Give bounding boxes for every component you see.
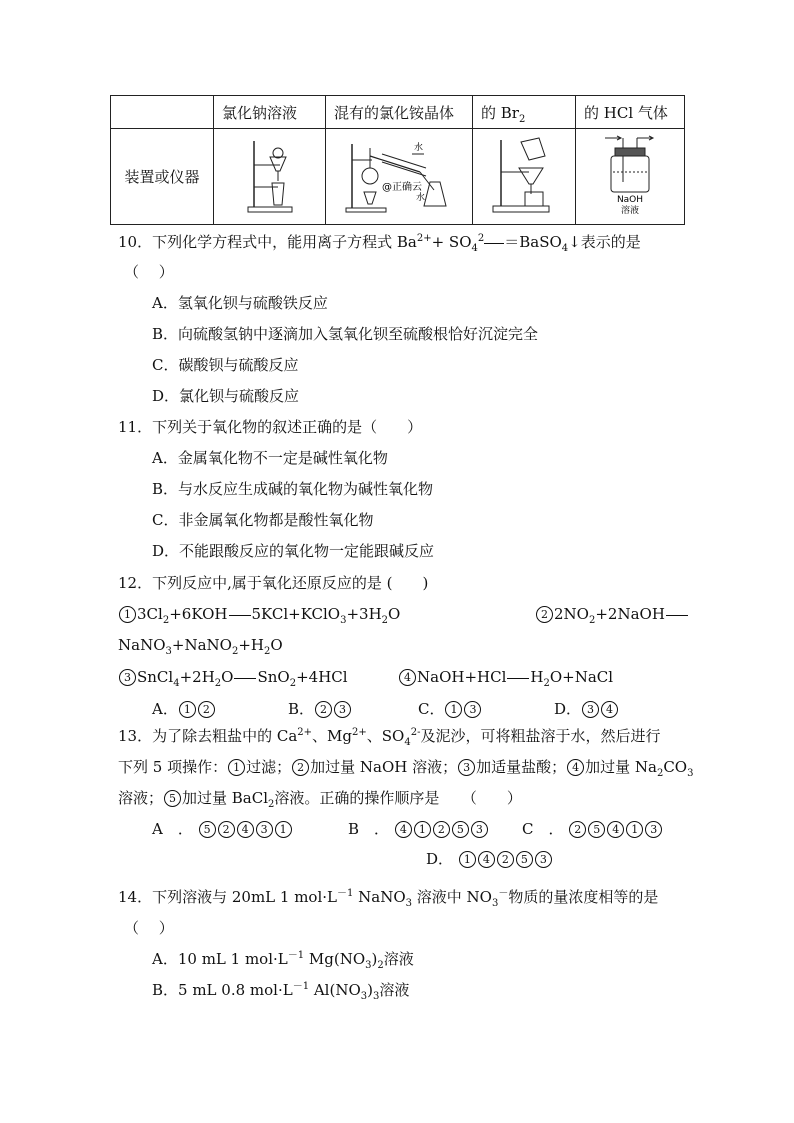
q13-text: CO bbox=[663, 758, 688, 776]
naoh-label: NaOH bbox=[616, 194, 644, 205]
q13-sup: 2+ bbox=[297, 727, 313, 738]
table-header-cell bbox=[111, 96, 214, 129]
formula-part: +6KOH bbox=[169, 605, 228, 623]
q10-option-b: B．向硫酸氢钠中逐滴加入氢氧化钡至硫酸根恰好沉淀完全 bbox=[152, 325, 539, 343]
q13-option-b: B ． 4 1 2 5 3 bbox=[348, 819, 489, 839]
q10-text: ↓表示的是 bbox=[568, 233, 641, 251]
q14-sub: 3 bbox=[405, 898, 413, 909]
q13-sub: 2 bbox=[268, 799, 275, 810]
equals-bar bbox=[229, 615, 251, 616]
formula-sub: 2 bbox=[381, 615, 389, 626]
q14-sup: －1 bbox=[337, 888, 354, 899]
q10-text: ＝BaSO bbox=[504, 233, 562, 251]
formula-sub: 3 bbox=[165, 646, 172, 657]
row-label: 装置或仪器 bbox=[111, 129, 214, 225]
formula-part: SnO bbox=[257, 668, 290, 686]
q10-option-c: C．碳酸钡与硫酸反应 bbox=[152, 356, 299, 374]
equals-bar bbox=[507, 678, 529, 679]
watermark-label: @正确云 bbox=[381, 181, 422, 193]
q10-sub: 4 bbox=[561, 243, 569, 254]
option-letter: D． bbox=[554, 700, 582, 718]
q13-stem-line1 bbox=[118, 726, 660, 746]
formula-part: NaOH+HCl bbox=[417, 668, 507, 686]
q12-stem: 12．下列反应中,属于氧化还原反应的是 ( ) bbox=[118, 574, 429, 592]
q13-sup: 2- bbox=[410, 727, 421, 738]
formula-sub: 2 bbox=[588, 615, 596, 626]
q13-text: 加适量盐酸； bbox=[476, 758, 567, 776]
sublimation-apparatus-figure bbox=[326, 129, 473, 225]
q14-text: 物质的量浓度相等的是 bbox=[508, 888, 659, 906]
formula-sub: 2 bbox=[231, 646, 239, 657]
q10-option-a: A．氢氧化钡与硫酸铁反应 bbox=[152, 294, 328, 312]
option-letter: A ． bbox=[152, 820, 193, 838]
q13-text: 13．为了除去粗盐中的 Ca bbox=[118, 727, 298, 745]
formula-part: O bbox=[388, 605, 401, 623]
q13-sub: 2 bbox=[656, 768, 664, 779]
distillation-apparatus-icon bbox=[342, 134, 457, 216]
q13-text: 溶液。正确的操作顺序是 （ ） bbox=[274, 789, 522, 807]
q14-text: 溶液 bbox=[383, 950, 414, 968]
q12-option-a: A． 1 2 bbox=[152, 699, 216, 719]
q10-option-d: D．氯化钡与硫酸反应 bbox=[152, 387, 300, 405]
formula-part: NaNO bbox=[118, 636, 166, 654]
q10-paren: （ ） bbox=[124, 263, 174, 281]
circle-1: 1 bbox=[119, 606, 136, 623]
formula-sub: 2 bbox=[263, 646, 271, 657]
br-subscript: 2 bbox=[518, 113, 526, 125]
solution-label: 溶液 bbox=[620, 205, 640, 216]
q12-reaction-2 bbox=[535, 604, 689, 624]
q11-stem: 11．下列关于氧化物的叙述正确的是（ ） bbox=[118, 418, 423, 436]
q11-option-c: C．非金属氧化物都是酸性氧化物 bbox=[152, 511, 374, 529]
q14-sub: 3 bbox=[360, 991, 368, 1002]
option-letter: C． bbox=[418, 700, 445, 718]
formula-part: 3Cl bbox=[137, 605, 163, 623]
q13-option-d: D． 1 4 2 5 3 bbox=[426, 849, 553, 869]
q12-reaction-4 bbox=[398, 667, 613, 687]
br-label: 的 Br bbox=[481, 103, 519, 122]
q13-text: 过滤； bbox=[246, 758, 292, 776]
q14-text: A．10 mL 1 mol·L bbox=[152, 950, 288, 968]
q14-sup: －1 bbox=[292, 981, 310, 992]
formula-part: +2H bbox=[179, 668, 215, 686]
q10-sup: 2 bbox=[477, 233, 485, 244]
q13-text: 、SO bbox=[366, 727, 405, 745]
q13-text: 、Mg bbox=[312, 727, 352, 745]
q13-text: 下列 5 项操作： bbox=[118, 758, 228, 776]
q14-sub: 2 bbox=[377, 960, 384, 971]
formula-part: +3H bbox=[346, 605, 382, 623]
q13-sub: 3 bbox=[687, 768, 694, 779]
option-letter: B． bbox=[288, 700, 315, 718]
option-letter: B ． bbox=[348, 820, 390, 838]
q13-text: 加过量 NaOH 溶液； bbox=[310, 758, 458, 776]
formula-part: 2NO bbox=[554, 605, 589, 623]
q14-text: ) bbox=[367, 981, 373, 999]
gas-washing-bottle-figure bbox=[576, 129, 685, 225]
table-header-row bbox=[111, 96, 685, 129]
formula-sub: 2 bbox=[214, 678, 222, 689]
circle-4: 4 bbox=[399, 669, 416, 686]
q14-text: Mg(NO bbox=[304, 950, 366, 968]
q13-text: 及泥沙，可将粗盐溶于水，然后进行 bbox=[420, 727, 661, 745]
option-letter: A． bbox=[152, 700, 178, 718]
q12-reaction-1 bbox=[118, 604, 400, 624]
formula-part: +4HCl bbox=[296, 668, 348, 686]
minus-mark bbox=[484, 243, 504, 244]
q14-text: Al(NO bbox=[309, 981, 361, 999]
funnel-apparatus-icon bbox=[489, 134, 559, 216]
q13-option-a: A ． 5 2 4 3 1 bbox=[152, 819, 293, 839]
gas-bottle-icon bbox=[595, 132, 665, 218]
table-header-cell: 的 HCl 气体 bbox=[576, 96, 685, 129]
q14-text: 溶液中 NO bbox=[412, 888, 492, 906]
q10-sub: 4 bbox=[471, 243, 478, 254]
table-header-cell bbox=[473, 96, 576, 129]
option-letter: C ． bbox=[522, 820, 564, 838]
table-body-row bbox=[111, 129, 685, 225]
q12-option-d: D． 3 4 bbox=[554, 699, 619, 719]
q14-text: ) bbox=[371, 950, 378, 968]
q13-sub: 4 bbox=[404, 737, 411, 748]
equals-bar bbox=[666, 615, 688, 616]
q12-option-b: B． 2 3 bbox=[288, 699, 352, 719]
table-header-cell: 氯化钠溶液 bbox=[214, 96, 326, 129]
apparatus-table bbox=[110, 95, 685, 225]
q14-text: B．5 mL 0.8 mol·L bbox=[152, 981, 293, 999]
q14-sup: －1 bbox=[287, 950, 305, 961]
formula-part: SnCl bbox=[137, 668, 174, 686]
separating-funnel-figure bbox=[473, 129, 576, 225]
formula-part: O bbox=[221, 668, 234, 686]
q14-paren: （ ） bbox=[124, 919, 174, 937]
q11-option-b: B．与水反应生成碱的氧化物为碱性氧化物 bbox=[152, 480, 434, 498]
q11-option-a: A．金属氧化物不一定是碱性氧化物 bbox=[152, 449, 388, 467]
formula-part: +H bbox=[238, 636, 264, 654]
q10-text: 10．下列化学方程式中，能用离子方程式 Ba bbox=[118, 233, 417, 251]
formula-part: +2NaOH bbox=[595, 605, 665, 623]
water-label-bottom: 水 bbox=[415, 192, 425, 203]
q14-text: 14．下列溶液与 20mL 1 mol·L bbox=[118, 888, 337, 906]
q12-reaction-2-cont bbox=[118, 635, 283, 655]
filtration-apparatus-figure bbox=[214, 129, 326, 225]
filtration-apparatus-icon bbox=[240, 135, 300, 215]
q14-sub: 3 bbox=[365, 960, 372, 971]
formula-sub: 2 bbox=[289, 678, 297, 689]
q10-stem bbox=[118, 232, 641, 252]
formula-part: 5KCl+KClO bbox=[251, 605, 341, 623]
q11-option-d: D．不能跟酸反应的氧化物一定能跟碱反应 bbox=[152, 542, 435, 560]
formula-part: +NaNO bbox=[171, 636, 232, 654]
q10-text: + SO bbox=[431, 233, 472, 251]
formula-part: O bbox=[270, 636, 283, 654]
q14-sub: 3 bbox=[373, 991, 380, 1002]
water-label-top: 水 bbox=[413, 142, 423, 153]
q14-option-a bbox=[152, 949, 414, 969]
option-letter: D． bbox=[426, 850, 454, 868]
formula-sub: 2 bbox=[162, 615, 170, 626]
q13-sup: 2+ bbox=[352, 727, 367, 738]
circle-3: 3 bbox=[119, 669, 136, 686]
q12-option-c: C． 1 3 bbox=[418, 699, 482, 719]
q13-text: 加过量 Na bbox=[585, 758, 657, 776]
q13-text: 加过量 BaCl bbox=[182, 789, 269, 807]
table-header-cell: 混有的氯化铵晶体 bbox=[326, 96, 473, 129]
q13-stem-line2: 下列 5 项操作： 1 过滤； 2 加过量 NaOH 溶液； 3 加适量盐酸； 4 加过量 $Na_2CO_3$ bbox=[118, 758, 694, 779]
formula-part: H bbox=[530, 668, 544, 686]
q14-sub: 3 bbox=[491, 898, 499, 909]
formula-part: O+NaCl bbox=[549, 668, 614, 686]
formula-sub: 3 bbox=[340, 615, 347, 626]
q14-stem: 14．下列溶液与 20mL 1 $mol\cdot L^{-1}$ NaNO$_3$ 溶液中 $NO_3^-$物质的量浓度相等的是 bbox=[118, 888, 659, 909]
formula-sub: 4 bbox=[173, 678, 180, 689]
q14-text: 溶液 bbox=[379, 981, 410, 999]
q13-stem-line3: 溶液； 5 加过量 BaCl$_2$溶液。正确的操作顺序是 （ ） bbox=[118, 789, 522, 810]
formula-sub: 2 bbox=[543, 678, 550, 689]
q14-option-b bbox=[152, 980, 409, 1000]
q10-sup: 2+ bbox=[416, 233, 432, 244]
q13-option-c: C ． 2 5 4 1 3 bbox=[522, 819, 663, 839]
equals-bar bbox=[234, 678, 256, 679]
q13-text: 溶液； bbox=[118, 789, 164, 807]
circle-2: 2 bbox=[536, 606, 553, 623]
q14-text: NaNO bbox=[353, 888, 406, 906]
q12-reaction-3 bbox=[118, 667, 348, 687]
